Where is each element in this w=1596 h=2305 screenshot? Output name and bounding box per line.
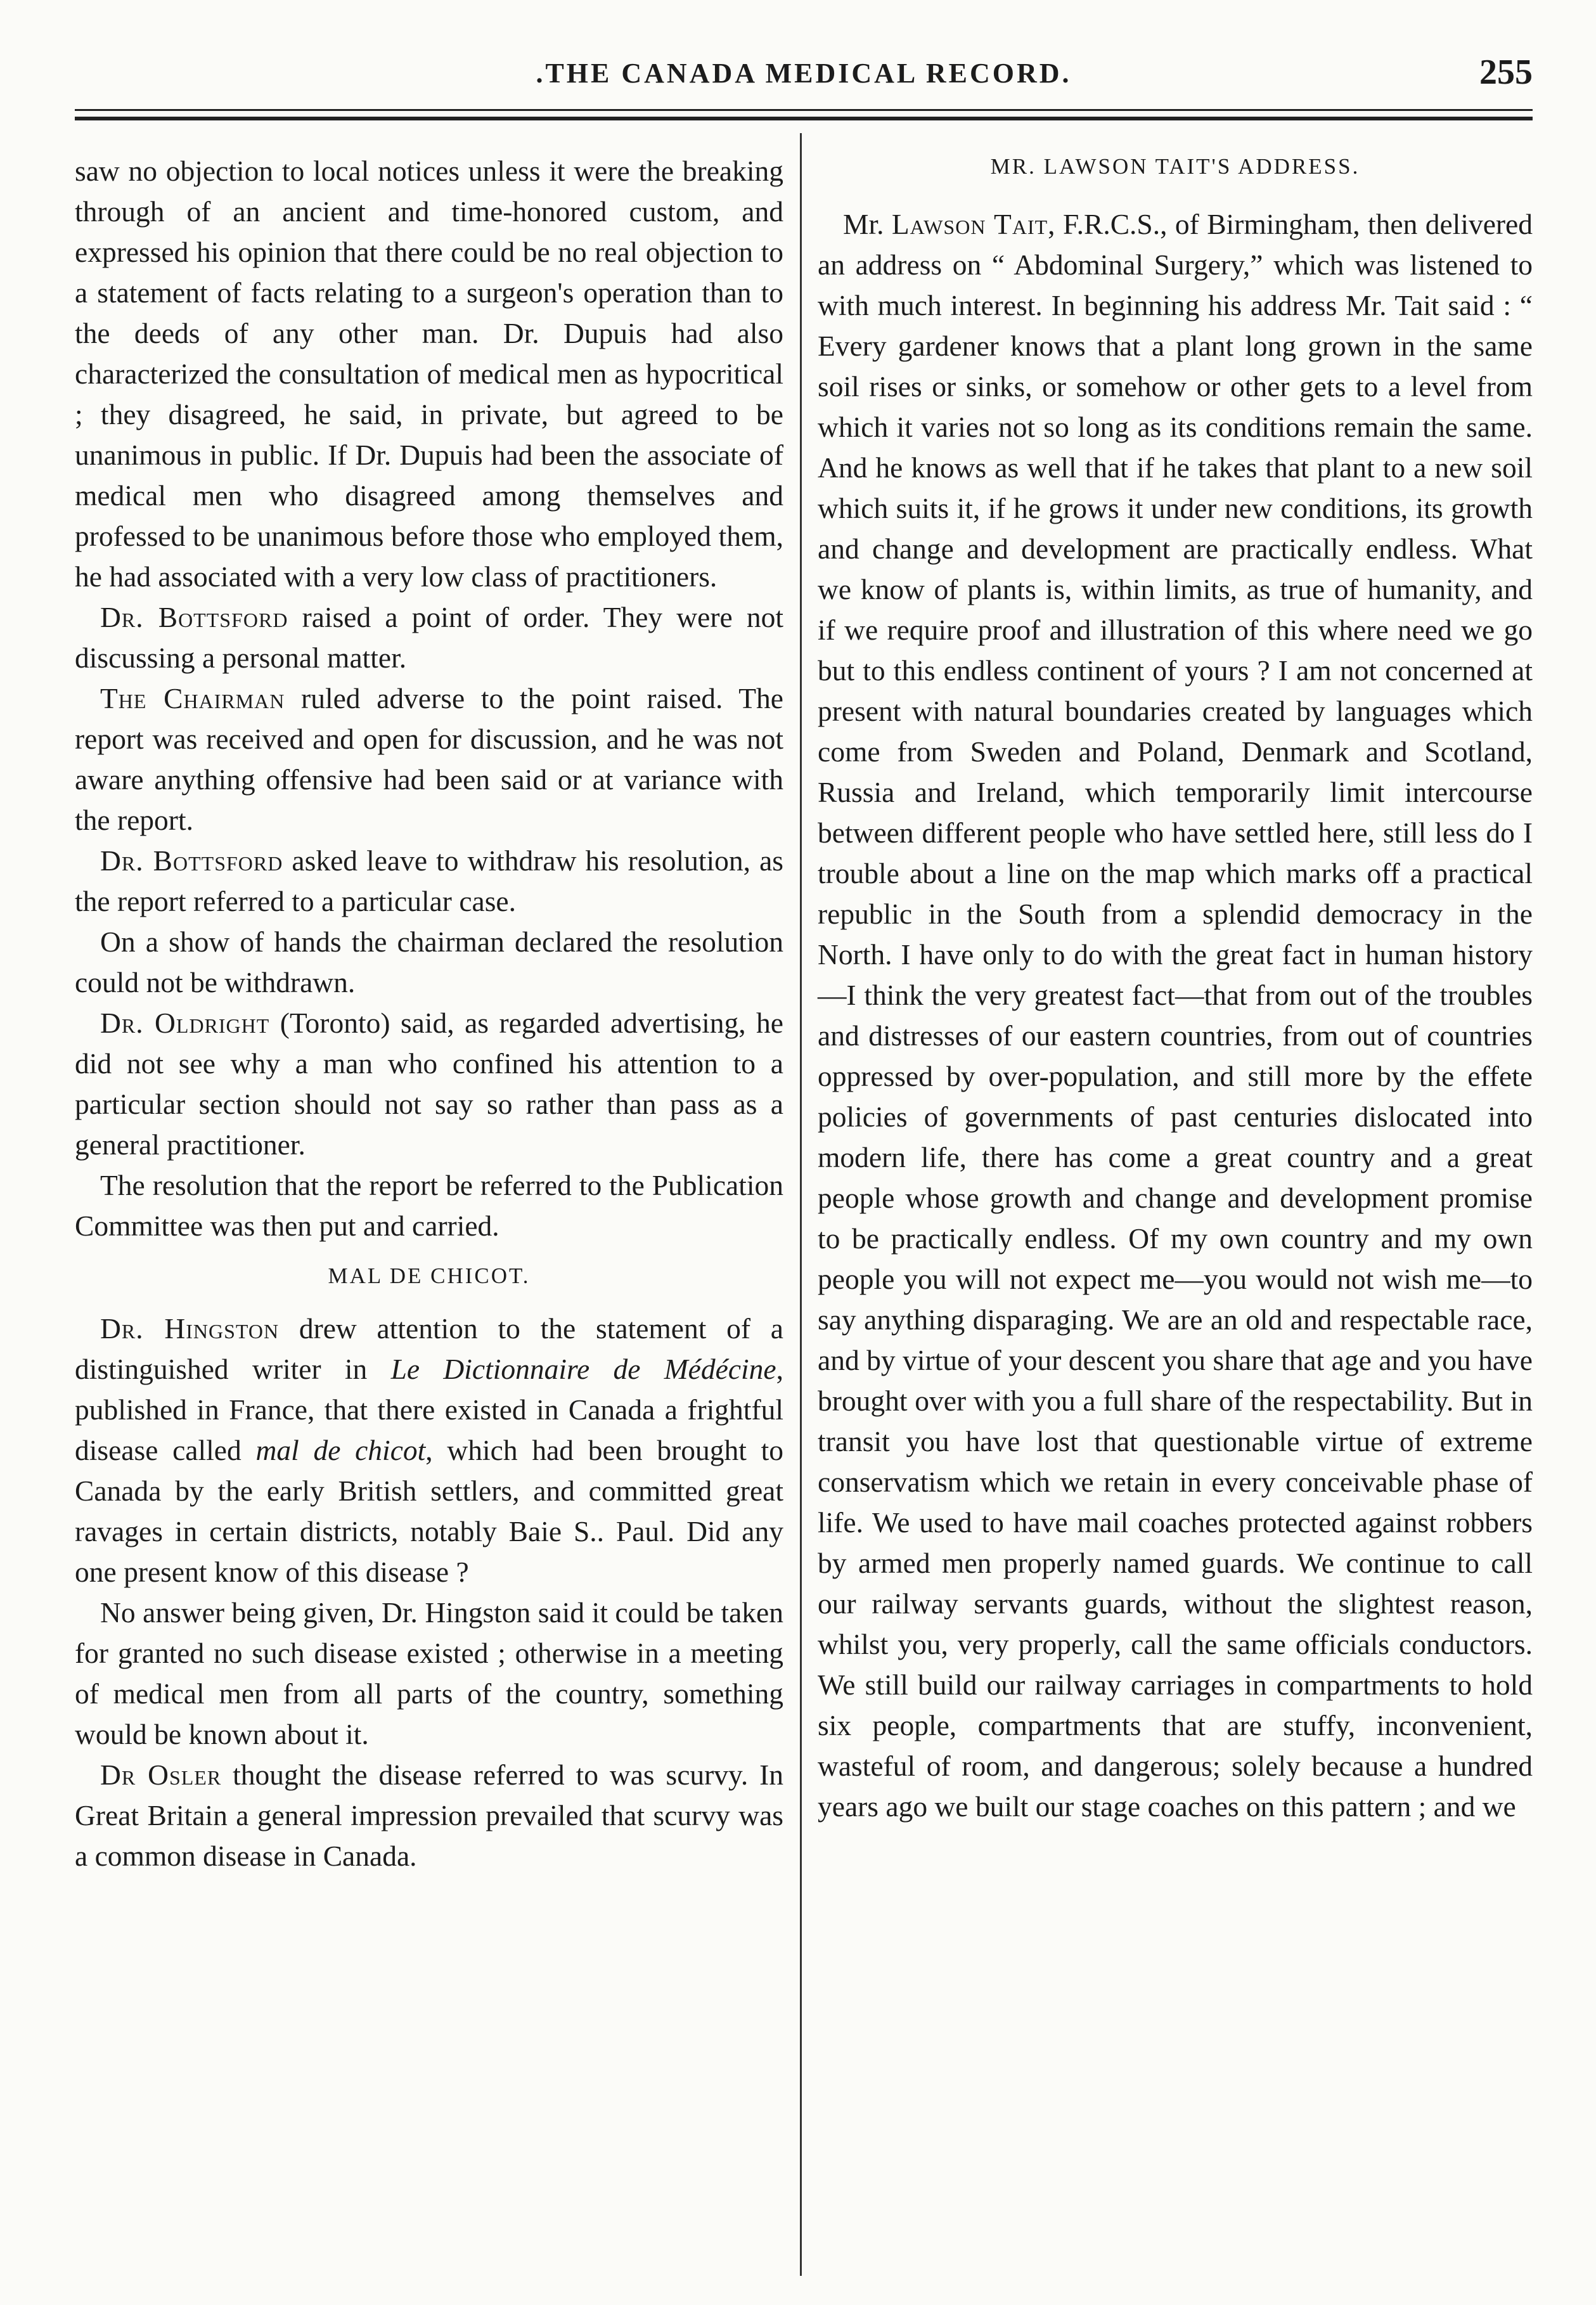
paragraph	[818, 204, 1533, 1827]
header-rule-thick	[75, 117, 1533, 120]
running-title: .THE CANADA MEDICAL RECORD.	[536, 58, 1072, 89]
paragraph	[75, 678, 783, 841]
paragraph: On a show of hands the chairman declared the resolution could not be withdrawn.	[75, 926, 783, 998]
paragraph: saw no objection to local notices unless it were the breaking through of an ancient and time-honored custom, and expressed his opinion that there could be no real objection to a statement of facts relating to a surgeon's operation than to the deeds of any other man. Dr. Dupuis had also characterized the consultation of medical men as hypocritical ; they disagreed, he said, in private, but agreed to be unanimous in public. If Dr. Dupuis had been the associate of medical men who disagreed among themselves and professed to be unanimous before those who employed them, he had associated with a very low class of practitioners.	[75, 155, 783, 593]
speaker-name: Dr. Bottsford	[100, 844, 283, 877]
paragraph-text: Mr.	[843, 208, 892, 240]
book-title: Le Dictionnaire de Médécine	[390, 1353, 776, 1385]
paragraph-text: , F.R.C.S., of Birmingham, then delivered an address on “ Abdominal Surgery,” which was listened to with much interest. In beginning his address Mr. Tait said : “ Every gardener knows that a plant long grown in the same soil rises or sinks, or somehow or other gets to a level from which it varies not so long as its conditions remain the same. And he knows as well that if he takes that plant to a new soil which suits it, if he grows it under new conditions, its growth and change and development are practically endless. What we know of plants is, within limits, as true of humanity, and if we require proof and illustration of this where need we go but to this endless continent of yours ? I am not concerned at present with natural boundaries created by languages which come from Sweden and Poland, Denmark and Scotland, Russia and Ireland, which temporarily limit intercourse between different people who have settled here, still less do I trouble about a line on the map which marks off a practical republic in the South from a splendid democracy in the North. I have only to do with the great fact in human history—I think the very greatest fact—that from out of the troubles and distresses of our eastern countries, from out of countries oppressed by over-population, and still more by the effete policies of governments of past centuries dislocated into modern life, there has come a great country and a great people whose growth and change and development promise to be practically endless. Of my own country and my own people you will not expect me—you would not wish me—to say anything disparaging. We are an old and respectable race, and by virtue of your descent you share that age and you have brought over with you a full share of the respectability. But in transit you have lost that questionable virtue of extreme conservatism which we retain in every conceivable phase of life. We used to have mail coaches protected against robbers by armed men properly named guards. We continue to call our railway servants guards, without the slightest reason, whilst you, very properly, call the same officials conductors. We still build our railway carriages in compartments to hold six people, compartments that are stuffy, inconvenient, wasteful of room, and dangerous; solely because a hundred years ago we built our stage coaches on this pattern ; and we	[818, 208, 1533, 1823]
speaker-name: Dr. Hingston	[100, 1312, 280, 1345]
page-header	[75, 52, 1533, 103]
paragraph-text: asked leave to withdraw his resolution, as the report referred to a particular case.	[75, 844, 783, 917]
paragraph: The resolution that the report be referred to the Publication Committee was then put and carried.	[75, 1169, 783, 1242]
page-number: 255	[1479, 53, 1533, 92]
speaker-name: The Chairman	[100, 682, 285, 714]
paragraph-text: drew attention to the statement of a distinguished writer in	[75, 1312, 784, 1385]
paragraph-text: thought the disease referred to was scurvy. In Great Britain a general impression prevailed that scurvy was a common disease in Canada.	[75, 1759, 784, 1872]
paragraph: No answer being given, Dr. Hingston said it could be taken for granted no such disease existed ; otherwise in a meeting of medical men from all parts of the country, something would be known about it.	[75, 1596, 783, 1750]
section-heading: MR. LAWSON TAIT'S ADDRESS.	[990, 154, 1360, 179]
speaker-name: Lawson Tait	[891, 208, 1048, 240]
paragraph-text: , published in France, that there existed in Canada a frightful disease called	[75, 1353, 783, 1466]
paragraph	[75, 1308, 783, 1592]
column-divider	[800, 133, 802, 2276]
right-column	[818, 151, 1533, 1827]
paragraph-text: , which had been brought to Canada by the early British settlers, and committed great ravages in certain districts, notably Baie S.. Paul. Did any one present know of this disease ?	[75, 1434, 784, 1588]
paragraph	[75, 841, 783, 922]
section-heading: MAL DE CHICOT.	[328, 1263, 531, 1288]
left-column	[75, 151, 783, 1876]
paragraph	[75, 597, 783, 678]
paragraph-text: raised a point of order. They were not discussing a personal matter.	[75, 601, 783, 674]
speaker-name: Dr Osler	[100, 1759, 222, 1791]
paragraph	[75, 1003, 783, 1165]
speaker-name: Dr. Bottsford	[100, 601, 288, 633]
paragraph	[75, 1755, 783, 1876]
paragraph-text: ruled adverse to the point raised. The report was received and open for discussion, and he was not aware anything offensive had been said or at variance with the report.	[75, 682, 783, 836]
header-rule-thin	[75, 109, 1533, 111]
disease-term: mal de chicot	[255, 1434, 426, 1466]
paragraph-text: (Toronto) said, as regarded advertising, he did not see why a man who confined his attention to a particular section should not say so rather than pass as a general practitioner.	[75, 1007, 784, 1161]
speaker-name: Dr. Oldright	[100, 1007, 270, 1039]
